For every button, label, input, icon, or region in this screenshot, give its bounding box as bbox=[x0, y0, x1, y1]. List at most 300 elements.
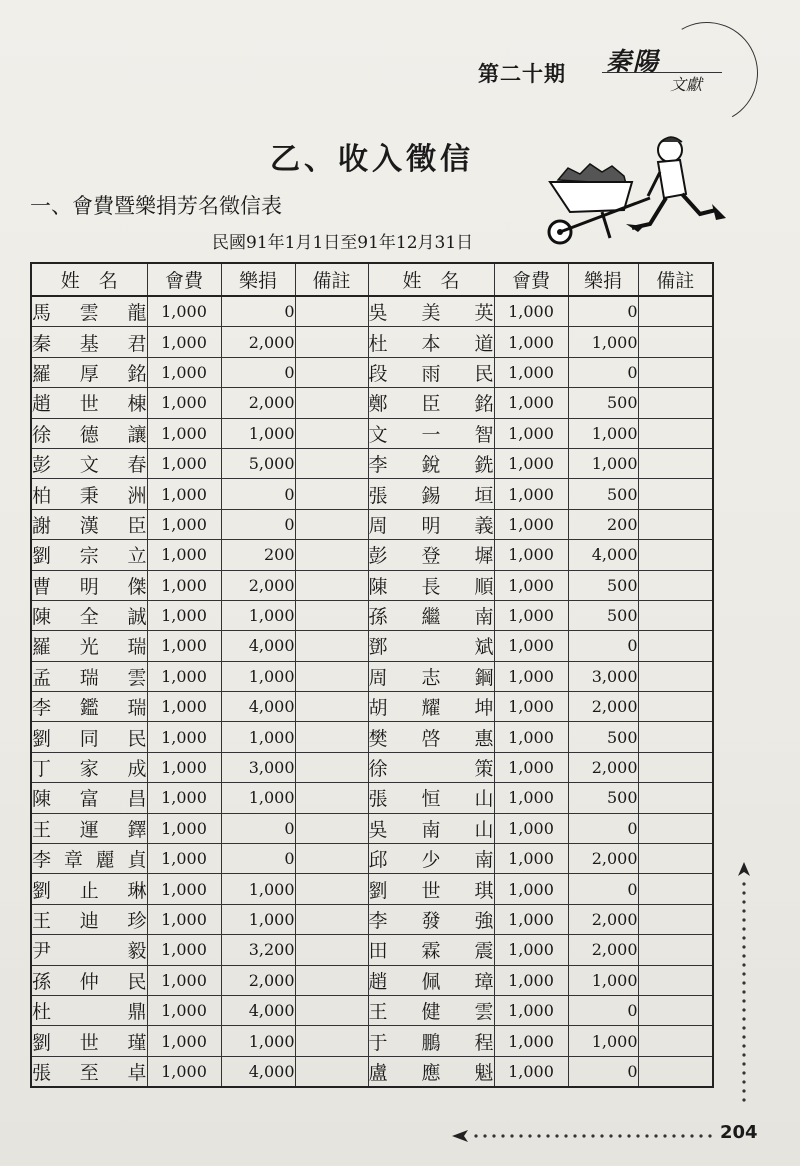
donor-name: 李章麗貞 bbox=[31, 844, 147, 874]
membership-fee: 1,000 bbox=[147, 448, 221, 478]
donation-amount: 3,000 bbox=[568, 661, 638, 691]
note-cell bbox=[638, 752, 713, 782]
membership-fee: 1,000 bbox=[494, 570, 568, 600]
donation-amount: 2,000 bbox=[568, 935, 638, 965]
ornament-dot bbox=[742, 1008, 745, 1011]
donor-name: 馬雲龍 bbox=[31, 296, 147, 327]
ornament-dot bbox=[510, 1134, 513, 1137]
note-cell bbox=[295, 296, 368, 327]
donation-amount: 500 bbox=[568, 570, 638, 600]
donor-name: 徐德讓 bbox=[31, 418, 147, 448]
donor-name: 羅厚銘 bbox=[31, 357, 147, 387]
membership-fee: 1,000 bbox=[147, 600, 221, 630]
ornament-dot bbox=[582, 1134, 585, 1137]
membership-fee: 1,000 bbox=[147, 661, 221, 691]
donor-name: 劉宗立 bbox=[31, 540, 147, 570]
donor-name: 秦基君 bbox=[31, 327, 147, 357]
donation-amount: 0 bbox=[221, 844, 295, 874]
membership-fee: 1,000 bbox=[147, 965, 221, 995]
ornament-dot bbox=[742, 1053, 745, 1056]
donation-amount: 0 bbox=[221, 813, 295, 843]
membership-fee: 1,000 bbox=[494, 813, 568, 843]
membership-fee: 1,000 bbox=[494, 1056, 568, 1087]
donor-name: 邱少南 bbox=[368, 844, 494, 874]
note-cell bbox=[295, 813, 368, 843]
note-cell bbox=[638, 448, 713, 478]
note-cell bbox=[638, 1026, 713, 1056]
ornament-dot bbox=[672, 1134, 675, 1137]
logo-main-text: 秦陽 bbox=[606, 47, 661, 76]
membership-fee: 1,000 bbox=[494, 509, 568, 539]
donor-name: 陳富昌 bbox=[31, 783, 147, 813]
col-header-name: 姓 名 bbox=[31, 263, 147, 296]
membership-fee: 1,000 bbox=[147, 692, 221, 722]
note-cell bbox=[295, 904, 368, 934]
donation-amount: 200 bbox=[221, 540, 295, 570]
note-cell bbox=[638, 631, 713, 661]
ornament-dot bbox=[742, 1080, 745, 1083]
table-row bbox=[31, 540, 713, 570]
membership-fee: 1,000 bbox=[147, 479, 221, 509]
donation-amount: 1,000 bbox=[568, 965, 638, 995]
ornament-dot bbox=[681, 1134, 684, 1137]
col-header-note: 備註 bbox=[638, 263, 713, 296]
logo-arc bbox=[645, 11, 770, 136]
note-cell bbox=[295, 1056, 368, 1087]
membership-fee: 1,000 bbox=[147, 935, 221, 965]
donation-amount: 2,000 bbox=[568, 844, 638, 874]
ornament-dot bbox=[474, 1134, 477, 1137]
ornament-dot bbox=[742, 1017, 745, 1020]
membership-fee: 1,000 bbox=[147, 296, 221, 327]
donor-name: 樊啓惠 bbox=[368, 722, 494, 752]
ornament-dot bbox=[501, 1134, 504, 1137]
note-cell bbox=[295, 600, 368, 630]
donation-amount: 0 bbox=[221, 357, 295, 387]
donor-name: 田霖震 bbox=[368, 935, 494, 965]
membership-fee: 1,000 bbox=[494, 844, 568, 874]
ornament-dot bbox=[627, 1134, 630, 1137]
note-cell bbox=[638, 357, 713, 387]
ornament-dot bbox=[654, 1134, 657, 1137]
donation-amount: 2,000 bbox=[221, 388, 295, 418]
donor-name: 劉世琪 bbox=[368, 874, 494, 904]
wheelbarrow-runner-illustration bbox=[540, 128, 730, 250]
donor-name: 陳長順 bbox=[368, 570, 494, 600]
donation-amount: 1,000 bbox=[568, 1026, 638, 1056]
note-cell bbox=[638, 995, 713, 1025]
donation-amount: 1,000 bbox=[568, 418, 638, 448]
donation-amount: 0 bbox=[568, 1056, 638, 1087]
membership-fee: 1,000 bbox=[147, 1026, 221, 1056]
note-cell bbox=[295, 722, 368, 752]
membership-fee: 1,000 bbox=[147, 995, 221, 1025]
note-cell bbox=[638, 783, 713, 813]
note-cell bbox=[295, 752, 368, 782]
donation-amount: 1,000 bbox=[568, 327, 638, 357]
table-row bbox=[31, 935, 713, 965]
membership-fee: 1,000 bbox=[147, 540, 221, 570]
membership-fee: 1,000 bbox=[147, 570, 221, 600]
donor-name: 段雨民 bbox=[368, 357, 494, 387]
ornament-dot bbox=[742, 1026, 745, 1029]
donation-amount: 3,000 bbox=[221, 752, 295, 782]
ornament-dot bbox=[708, 1134, 711, 1137]
note-cell bbox=[638, 479, 713, 509]
donor-name: 趙世棟 bbox=[31, 388, 147, 418]
donation-amount: 4,000 bbox=[221, 692, 295, 722]
donor-name: 鄭臣銘 bbox=[368, 388, 494, 418]
membership-fee: 1,000 bbox=[494, 631, 568, 661]
ornament-dot bbox=[742, 954, 745, 957]
donation-amount: 500 bbox=[568, 600, 638, 630]
note-cell bbox=[638, 661, 713, 691]
membership-fee: 1,000 bbox=[147, 388, 221, 418]
ornament-dot bbox=[742, 882, 745, 885]
donor-name: 謝漢臣 bbox=[31, 509, 147, 539]
membership-fee: 1,000 bbox=[494, 540, 568, 570]
donation-amount: 2,000 bbox=[221, 965, 295, 995]
membership-fee: 1,000 bbox=[494, 904, 568, 934]
donation-amount: 1,000 bbox=[221, 600, 295, 630]
note-cell bbox=[638, 965, 713, 995]
ornament-dot bbox=[742, 1098, 745, 1101]
ornament-dot bbox=[742, 927, 745, 930]
donor-name: 周志鋼 bbox=[368, 661, 494, 691]
ornament-dot bbox=[742, 1035, 745, 1038]
membership-fee: 1,000 bbox=[147, 1056, 221, 1087]
donor-name: 吳南山 bbox=[368, 813, 494, 843]
membership-fee: 1,000 bbox=[494, 935, 568, 965]
ornament-dot bbox=[645, 1134, 648, 1137]
donor-name: 張至卓 bbox=[31, 1056, 147, 1087]
donor-name: 王健雲 bbox=[368, 995, 494, 1025]
membership-fee: 1,000 bbox=[494, 995, 568, 1025]
table-row bbox=[31, 509, 713, 539]
table-row bbox=[31, 296, 713, 327]
membership-fee: 1,000 bbox=[494, 418, 568, 448]
note-cell bbox=[295, 935, 368, 965]
note-cell bbox=[295, 844, 368, 874]
section-title: 乙、收入徵信 bbox=[270, 142, 474, 177]
donation-amount: 2,000 bbox=[221, 570, 295, 600]
note-cell bbox=[638, 692, 713, 722]
ornament-dot bbox=[555, 1134, 558, 1137]
donation-amount: 0 bbox=[568, 813, 638, 843]
note-cell bbox=[295, 388, 368, 418]
journal-logo bbox=[600, 28, 770, 108]
table-row bbox=[31, 661, 713, 691]
note-cell bbox=[295, 570, 368, 600]
membership-fee: 1,000 bbox=[147, 752, 221, 782]
membership-fee: 1,000 bbox=[494, 357, 568, 387]
membership-fee: 1,000 bbox=[494, 722, 568, 752]
donor-name: 趙佩璋 bbox=[368, 965, 494, 995]
donor-name: 徐策 bbox=[368, 752, 494, 782]
donation-amount: 500 bbox=[568, 388, 638, 418]
ornament-dot bbox=[537, 1134, 540, 1137]
note-cell bbox=[638, 844, 713, 874]
note-cell bbox=[638, 813, 713, 843]
membership-fee: 1,000 bbox=[494, 692, 568, 722]
ornament-dot bbox=[742, 936, 745, 939]
donation-amount: 0 bbox=[221, 296, 295, 327]
horizontal-dotted-arrow-ornament bbox=[452, 1126, 732, 1146]
membership-fee: 1,000 bbox=[147, 904, 221, 934]
donor-name: 丁家成 bbox=[31, 752, 147, 782]
donor-name: 彭登墀 bbox=[368, 540, 494, 570]
ornament-dot bbox=[742, 945, 745, 948]
ornament-dot bbox=[742, 1044, 745, 1047]
membership-fee: 1,000 bbox=[494, 296, 568, 327]
note-cell bbox=[295, 1026, 368, 1056]
donation-amount: 0 bbox=[568, 357, 638, 387]
donation-amount: 3,200 bbox=[221, 935, 295, 965]
note-cell bbox=[638, 600, 713, 630]
donation-ledger-table bbox=[30, 262, 714, 1088]
table-row bbox=[31, 783, 713, 813]
donor-name: 劉同民 bbox=[31, 722, 147, 752]
col-header-donation: 樂捐 bbox=[221, 263, 295, 296]
note-cell bbox=[638, 418, 713, 448]
note-cell bbox=[295, 661, 368, 691]
donation-amount: 0 bbox=[568, 995, 638, 1025]
note-cell bbox=[638, 904, 713, 934]
donation-amount: 1,000 bbox=[221, 874, 295, 904]
donation-amount: 4,000 bbox=[221, 995, 295, 1025]
table-row bbox=[31, 448, 713, 478]
donor-name: 鄧斌 bbox=[368, 631, 494, 661]
donation-amount: 500 bbox=[568, 479, 638, 509]
ornament-dot bbox=[609, 1134, 612, 1137]
membership-fee: 1,000 bbox=[147, 813, 221, 843]
donor-name: 劉世瑾 bbox=[31, 1026, 147, 1056]
membership-fee: 1,000 bbox=[494, 874, 568, 904]
table-row bbox=[31, 388, 713, 418]
col-header-name: 姓 名 bbox=[368, 263, 494, 296]
donation-amount: 1,000 bbox=[568, 448, 638, 478]
donation-amount: 2,000 bbox=[568, 692, 638, 722]
donation-amount: 1,000 bbox=[221, 661, 295, 691]
table-row bbox=[31, 600, 713, 630]
table-row bbox=[31, 874, 713, 904]
table-row bbox=[31, 479, 713, 509]
membership-fee: 1,000 bbox=[147, 844, 221, 874]
table-row bbox=[31, 357, 713, 387]
membership-fee: 1,000 bbox=[494, 479, 568, 509]
membership-fee: 1,000 bbox=[494, 388, 568, 418]
donor-name: 李銳銑 bbox=[368, 448, 494, 478]
donation-amount: 4,000 bbox=[568, 540, 638, 570]
table-row bbox=[31, 570, 713, 600]
donation-amount: 0 bbox=[568, 631, 638, 661]
donation-amount: 4,000 bbox=[221, 631, 295, 661]
note-cell bbox=[638, 296, 713, 327]
membership-fee: 1,000 bbox=[494, 448, 568, 478]
membership-fee: 1,000 bbox=[147, 783, 221, 813]
note-cell bbox=[295, 874, 368, 904]
ornament-dot bbox=[742, 1071, 745, 1074]
note-cell bbox=[295, 418, 368, 448]
donor-name: 胡耀坤 bbox=[368, 692, 494, 722]
ornament-dot bbox=[742, 981, 745, 984]
ornament-dot bbox=[699, 1134, 702, 1137]
date-range: 民國91年1月1日至91年12月31日 bbox=[212, 233, 474, 253]
donation-amount: 500 bbox=[568, 783, 638, 813]
note-cell bbox=[295, 327, 368, 357]
donor-name: 尹毅 bbox=[31, 935, 147, 965]
donor-name: 劉止琳 bbox=[31, 874, 147, 904]
table-row bbox=[31, 995, 713, 1025]
donor-name: 孫繼南 bbox=[368, 600, 494, 630]
note-cell bbox=[295, 783, 368, 813]
donation-amount: 1,000 bbox=[221, 418, 295, 448]
table-row bbox=[31, 904, 713, 934]
note-cell bbox=[295, 509, 368, 539]
membership-fee: 1,000 bbox=[147, 722, 221, 752]
donor-name: 王迪珍 bbox=[31, 904, 147, 934]
table-row bbox=[31, 631, 713, 661]
ornament-dot bbox=[564, 1134, 567, 1137]
table-row bbox=[31, 722, 713, 752]
ornament-dot bbox=[742, 900, 745, 903]
table-row bbox=[31, 418, 713, 448]
ornament-dot bbox=[636, 1134, 639, 1137]
membership-fee: 1,000 bbox=[494, 327, 568, 357]
ornament-dot bbox=[742, 972, 745, 975]
membership-fee: 1,000 bbox=[494, 600, 568, 630]
note-cell bbox=[638, 327, 713, 357]
membership-fee: 1,000 bbox=[494, 1026, 568, 1056]
ornament-dot bbox=[483, 1134, 486, 1137]
membership-fee: 1,000 bbox=[494, 752, 568, 782]
table-row bbox=[31, 813, 713, 843]
donation-amount: 1,000 bbox=[221, 904, 295, 934]
ornament-dot bbox=[591, 1134, 594, 1137]
note-cell bbox=[638, 1056, 713, 1087]
donor-name: 杜本道 bbox=[368, 327, 494, 357]
table-row bbox=[31, 327, 713, 357]
ornament-dot bbox=[546, 1134, 549, 1137]
donor-name: 孫仲民 bbox=[31, 965, 147, 995]
donor-name: 于鵬程 bbox=[368, 1026, 494, 1056]
donor-name: 柏秉洲 bbox=[31, 479, 147, 509]
donation-amount: 0 bbox=[568, 874, 638, 904]
page-number: 204 bbox=[720, 1122, 758, 1143]
donation-amount: 2,000 bbox=[568, 904, 638, 934]
donor-name: 周明義 bbox=[368, 509, 494, 539]
note-cell bbox=[295, 448, 368, 478]
donation-amount: 1,000 bbox=[221, 1026, 295, 1056]
donor-name: 彭文春 bbox=[31, 448, 147, 478]
ornament-dot bbox=[742, 1089, 745, 1092]
note-cell bbox=[638, 935, 713, 965]
donor-name: 羅光瑞 bbox=[31, 631, 147, 661]
ornament-dot bbox=[742, 963, 745, 966]
ornament-dot bbox=[573, 1134, 576, 1137]
note-cell bbox=[638, 874, 713, 904]
ornament-dot bbox=[742, 990, 745, 993]
donation-amount: 500 bbox=[568, 722, 638, 752]
donor-name: 張恒山 bbox=[368, 783, 494, 813]
membership-fee: 1,000 bbox=[494, 661, 568, 691]
membership-fee: 1,000 bbox=[147, 418, 221, 448]
note-cell bbox=[638, 570, 713, 600]
table-row bbox=[31, 752, 713, 782]
col-header-fee: 會費 bbox=[147, 263, 221, 296]
donor-name: 王運鐸 bbox=[31, 813, 147, 843]
col-header-fee: 會費 bbox=[494, 263, 568, 296]
vertical-dotted-arrow-ornament bbox=[736, 862, 752, 1112]
donor-name: 陳全誠 bbox=[31, 600, 147, 630]
ornament-dot bbox=[742, 891, 745, 894]
donation-amount: 2,000 bbox=[568, 752, 638, 782]
donation-amount: 1,000 bbox=[221, 783, 295, 813]
membership-fee: 1,000 bbox=[147, 357, 221, 387]
ornament-dot bbox=[492, 1134, 495, 1137]
sub-title: 一、會費暨樂捐芳名徵信表 bbox=[30, 194, 282, 218]
note-cell bbox=[295, 995, 368, 1025]
note-cell bbox=[295, 540, 368, 570]
donation-amount: 4,000 bbox=[221, 1056, 295, 1087]
col-header-note: 備註 bbox=[295, 263, 368, 296]
donor-name: 吳美英 bbox=[368, 296, 494, 327]
note-cell bbox=[295, 692, 368, 722]
ornament-dot bbox=[528, 1134, 531, 1137]
ornament-dot bbox=[600, 1134, 603, 1137]
donor-name: 張錫垣 bbox=[368, 479, 494, 509]
ornament-dot bbox=[742, 918, 745, 921]
note-cell bbox=[638, 509, 713, 539]
donation-amount: 1,000 bbox=[221, 722, 295, 752]
ornament-dot bbox=[742, 1062, 745, 1065]
note-cell bbox=[638, 388, 713, 418]
table-row bbox=[31, 844, 713, 874]
donation-amount: 0 bbox=[568, 296, 638, 327]
table-header-row bbox=[31, 263, 713, 296]
membership-fee: 1,000 bbox=[147, 327, 221, 357]
ornament-dot bbox=[618, 1134, 621, 1137]
ornament-dot bbox=[742, 909, 745, 912]
ornament-dot bbox=[663, 1134, 666, 1137]
note-cell bbox=[295, 965, 368, 995]
note-cell bbox=[295, 357, 368, 387]
ornament-dot bbox=[690, 1134, 693, 1137]
donation-amount: 0 bbox=[221, 509, 295, 539]
donor-name: 曹明傑 bbox=[31, 570, 147, 600]
donor-name: 杜鼎 bbox=[31, 995, 147, 1025]
note-cell bbox=[638, 540, 713, 570]
membership-fee: 1,000 bbox=[147, 874, 221, 904]
membership-fee: 1,000 bbox=[147, 509, 221, 539]
table-row bbox=[31, 1056, 713, 1087]
logo-sub-text: 文獻 bbox=[670, 75, 703, 94]
ornament-dot bbox=[742, 999, 745, 1002]
donation-amount: 200 bbox=[568, 509, 638, 539]
donation-amount: 5,000 bbox=[221, 448, 295, 478]
donation-amount: 2,000 bbox=[221, 327, 295, 357]
table-row bbox=[31, 965, 713, 995]
donor-name: 李發強 bbox=[368, 904, 494, 934]
col-header-donation: 樂捐 bbox=[568, 263, 638, 296]
note-cell bbox=[295, 479, 368, 509]
ornament-dot bbox=[519, 1134, 522, 1137]
note-cell bbox=[638, 722, 713, 752]
membership-fee: 1,000 bbox=[494, 783, 568, 813]
issue-label: 第二十期 bbox=[478, 61, 566, 86]
donation-amount: 0 bbox=[221, 479, 295, 509]
donor-name: 文一智 bbox=[368, 418, 494, 448]
